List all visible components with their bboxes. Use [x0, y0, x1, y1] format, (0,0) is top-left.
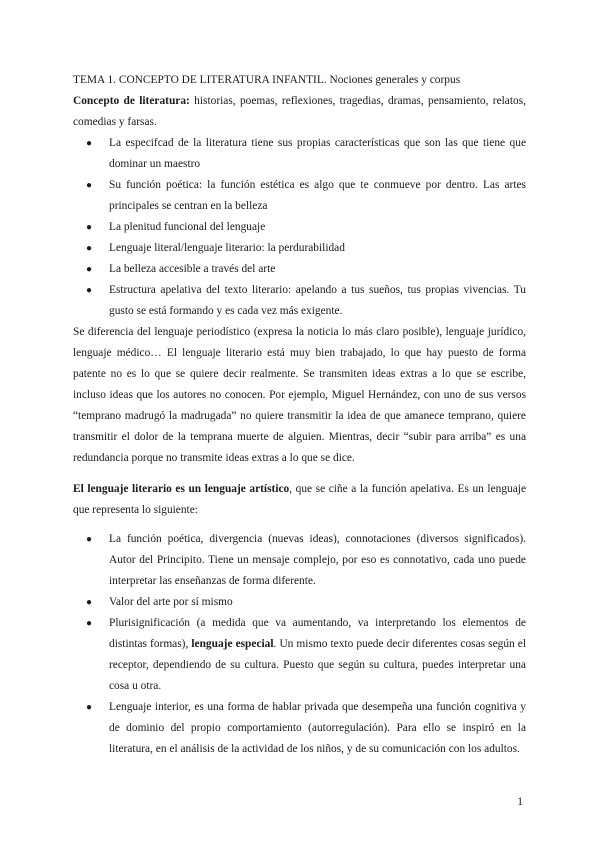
bullet-icon: ●	[86, 222, 93, 233]
bullet-list-1	[73, 133, 526, 322]
concepto-paragraph	[73, 91, 526, 133]
list-item: ● La plenitud funcional del lenguaje	[73, 217, 526, 238]
bullet-icon: ●	[86, 243, 93, 254]
list-item: ● La función poética, divergencia (nuevas ideas), connotaciones (diversos significados). Autor del Principito. Tiene un mensaje complejo, por eso es connotativo, cada uno puede interpretar las enseñanzas de forma diferente.	[73, 529, 526, 592]
bullet-icon: ●	[86, 618, 93, 629]
spacer	[73, 521, 526, 529]
bullet-icon: ●	[86, 285, 93, 296]
lenguaje-especial-bold: lenguaje especial	[191, 638, 274, 650]
list-item: ● La belleza accesible a través del arte	[73, 259, 526, 280]
bullet-icon: ●	[86, 597, 93, 608]
list-item: ● Lenguaje literal/lenguaje literario: la perdurabilidad	[73, 238, 526, 259]
list-item: ● Estructura apelativa del texto literario: apelando a tus sueños, tus propias vivencias. Tu gusto se está formando y es cada vez más exigente.	[73, 280, 526, 322]
bullet-icon: ●	[86, 180, 93, 191]
concepto-label: Concepto de literatura:	[73, 95, 190, 107]
list-item: ● Valor del arte por sí mismo	[73, 592, 526, 613]
spacer	[73, 469, 526, 479]
bullet-icon: ●	[86, 702, 93, 713]
artistico-text: , que se ciñe a la función apelativa. Es un lenguaje que representa lo siguiente:	[73, 483, 526, 516]
artistico-bold: El lenguaje literario es un lenguaje artístico	[73, 483, 290, 495]
artistico-paragraph	[73, 479, 526, 521]
bullet-icon: ●	[86, 264, 93, 275]
bullet-list-2	[73, 529, 526, 760]
bullet-icon: ●	[86, 138, 93, 149]
list-item: ● Plurisignificación (a medida que va aumentando, va interpretando los elementos de distintas formas), lenguaje especial. Un mismo texto puede decir diferentes cosas según el receptor, dependiendo de su cultura. Puesto que según su cultura, puedes interpretar una cosa u otra.	[73, 613, 526, 697]
page-content	[73, 70, 526, 760]
body-paragraph-1: Se diferencia del lenguaje periodístico (expresa la noticia lo más claro posible), lenguaje jurídico, lenguaje médico… El lenguaje literario está muy bien trabajado, lo que hay puesto de forma patente no es lo que se quiere decir realmente. Se transmiten ideas extras a lo que se escribe, incluso ideas que los autores no conocen. Por ejemplo, Miguel Hernández, con uno de sus versos “temprano madrugó la madrugada” no quiere transmitir la idea de que amanece temprano, quiere transmitir el dolor de la temprana muerte de alguien. Mientras, decir “subir para arriba” es una redundancia porque no transmite ideas extras a lo que se dice.	[73, 326, 526, 464]
concepto-text: historias, poemas, reflexiones, tragedias, dramas, pensamiento, relatos, comedias y farsas.	[73, 95, 526, 128]
list-item: ● Lenguaje interior, es una forma de hablar privada que desempeña una función cognitiva y de dominio del propio comportamiento (autorregulación). Para ello se inspiró en la literatura, en el análisis de la actividad de los niños, y de su comunicación con los adultos.	[73, 697, 526, 760]
page-number: 1	[517, 796, 523, 808]
list-item: ● Su función poética: la función estética es algo que te conmueve por dentro. Las artes principales se centran en la belleza	[73, 175, 526, 217]
bullet-icon: ●	[86, 534, 93, 545]
document-title: TEMA 1. CONCEPTO DE LITERATURA INFANTIL. Nociones generales y corpus	[73, 74, 461, 86]
list-item: ● La especifcad de la literatura tiene sus propias características que son las que tiene que dominar un maestro	[73, 133, 526, 175]
